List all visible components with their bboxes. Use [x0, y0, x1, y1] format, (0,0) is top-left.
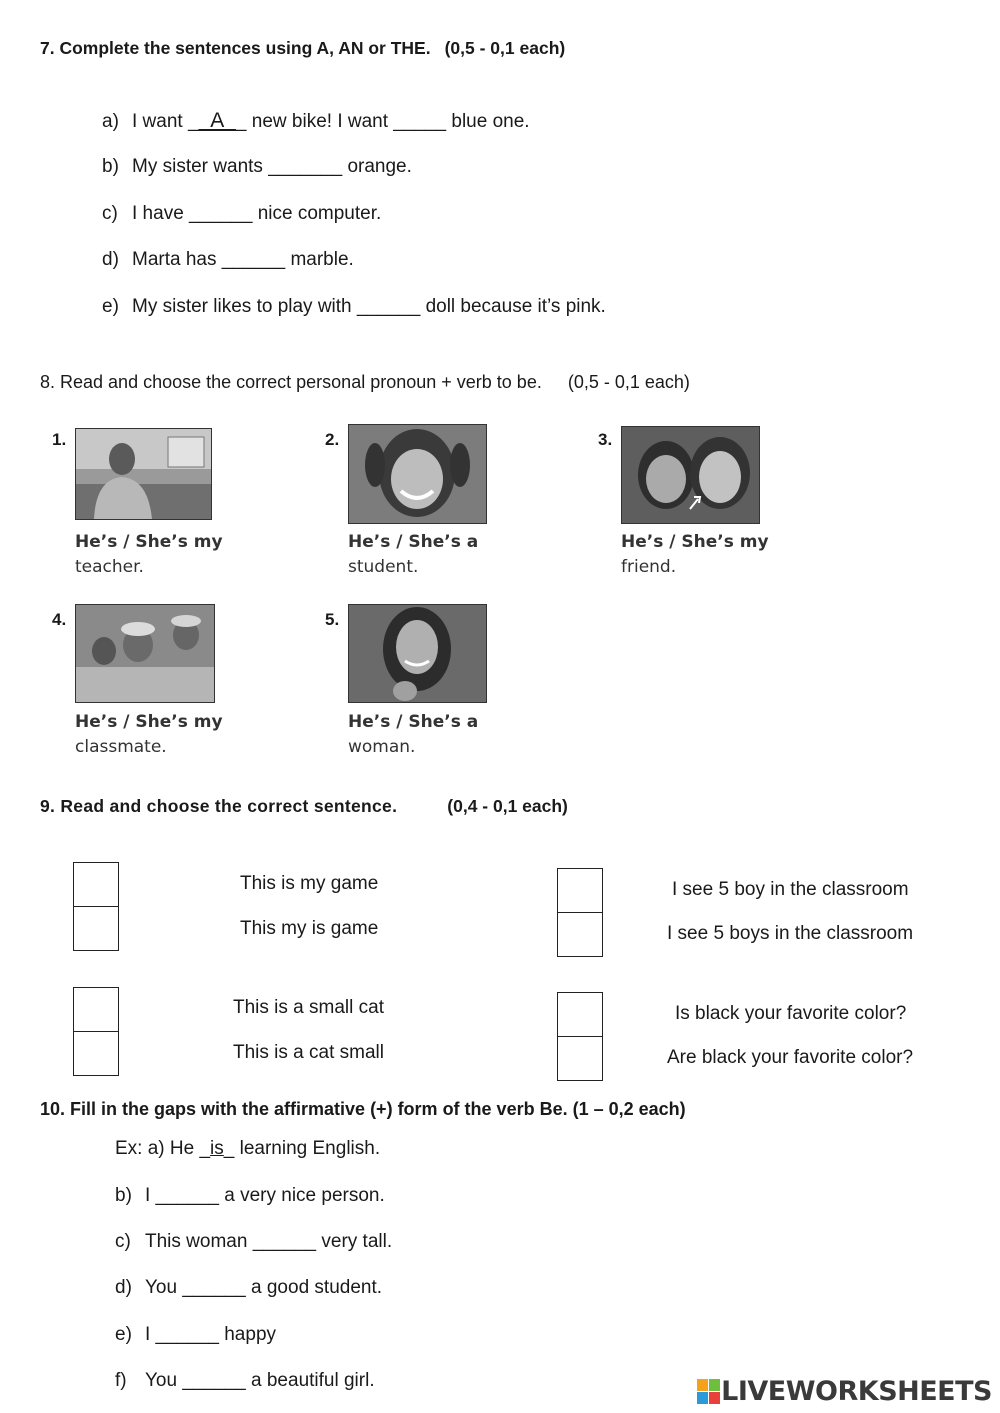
friends-photo [621, 426, 760, 524]
group3-option2-text: This is a cat small [233, 1042, 384, 1063]
section-7-item-e: e) My sister likes to play with ______ doll because it’s pink. [102, 296, 606, 317]
section-10-item-e: e) I ______ happy [115, 1324, 277, 1345]
checkbox-group1-option1[interactable] [73, 862, 119, 907]
group3-option1-text: This is a small cat [233, 997, 384, 1018]
section-7-item-b: b) My sister wants _______ orange. [102, 156, 412, 177]
classmate-photo [75, 604, 215, 703]
section-8-heading: 8. Read and choose the correct personal pronoun + verb to be. (0,5 - 0,1 each) [40, 372, 690, 392]
checkbox-group4-option1[interactable] [557, 992, 603, 1037]
woman-photo [348, 604, 487, 703]
section-7-heading: 7. Complete the sentences using A, AN or THE. (0,5 - 0,1 each) [40, 38, 566, 58]
group2-option2-text: I see 5 boys in the classroom [667, 923, 914, 944]
group4-option1-text: Is black your favorite color? [675, 1003, 907, 1024]
section-7-item-a: a) I want __A__ new bike! I want _____ blue one. [102, 109, 530, 132]
checkbox-group3-option2[interactable] [73, 1031, 119, 1076]
card-4-number: 4. [52, 610, 67, 629]
group1-option2-text: This my is game [240, 918, 379, 939]
section-10-item-d: d) You ______ a good student. [115, 1277, 383, 1298]
liveworksheets-logo[interactable] [697, 1376, 992, 1407]
group4-option2-text: Are black your favorite color? [667, 1047, 914, 1068]
checkbox-group1-option2[interactable] [73, 906, 119, 951]
section-10-item-b: b) I ______ a very nice person. [115, 1185, 385, 1206]
card-5-number: 5. [325, 610, 340, 629]
checkbox-group2-option2[interactable] [557, 912, 603, 957]
example-answer: is [210, 1138, 224, 1159]
checkbox-group3-option1[interactable] [73, 987, 119, 1032]
liveworksheets-brand-text: LIVEWORKSHEETS [721, 1376, 992, 1407]
section-7-item-c: c) I have ______ nice computer. [102, 203, 382, 224]
section-10-item-f: f) You ______ a beautiful girl. [115, 1370, 375, 1391]
section-7-item-d: d) Marta has ______ marble. [102, 249, 354, 270]
group1-option1-text: This is my game [240, 873, 379, 894]
card-5-caption: He’s / She’s a woman. [348, 712, 479, 757]
card-1-caption: He’s / She’s my teacher. [75, 532, 223, 577]
card-2-caption: He’s / She’s a student. [348, 532, 479, 577]
checkbox-group2-option1[interactable] [557, 868, 603, 913]
card-1-number: 1. [52, 430, 67, 449]
checkbox-group4-option2[interactable] [557, 1036, 603, 1081]
card-2-number: 2. [325, 430, 340, 449]
card-3-caption: He’s / She’s my friend. [621, 532, 769, 577]
group2-option1-text: I see 5 boy in the classroom [672, 879, 909, 900]
section-10-example: Ex: a) He _is_ learning English. [115, 1138, 381, 1159]
section-10-item-c: c) This woman ______ very tall. [115, 1231, 393, 1252]
card-4-caption: He’s / She’s my classmate. [75, 712, 223, 757]
card-3-number: 3. [598, 430, 613, 449]
section-9-heading: 9. Read and choose the correct sentence. (0,4 - 0,1 each) [40, 796, 568, 816]
liveworksheets-logo-icon [697, 1379, 721, 1405]
student-photo [348, 424, 487, 524]
teacher-photo [75, 428, 212, 520]
section-10-heading: 10. Fill in the gaps with the affirmative (+) form of the verb Be. (1 – 0,2 each) [40, 1099, 686, 1119]
answer-a[interactable]: _A_ [198, 109, 236, 132]
